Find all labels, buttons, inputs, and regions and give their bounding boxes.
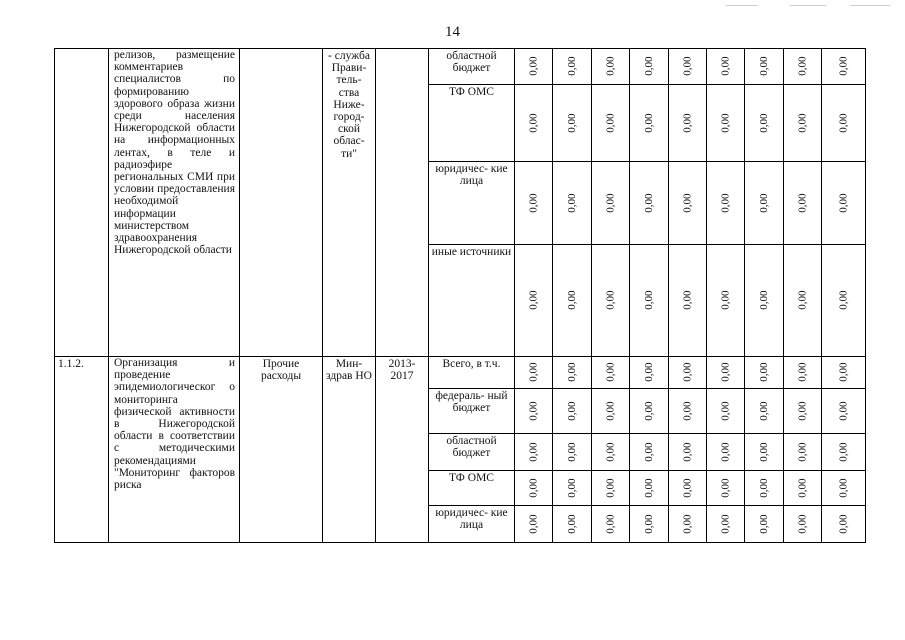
- value-cell: [515, 49, 553, 85]
- value-text: 0,00: [719, 514, 732, 534]
- value-text: 0,00: [681, 514, 694, 534]
- value-cell: [784, 389, 822, 434]
- value-cell: [553, 245, 592, 357]
- value-text: 0,00: [757, 56, 770, 77]
- value-text: 0,00: [796, 290, 809, 311]
- value-cell: [745, 506, 784, 543]
- value-text: 0,00: [796, 56, 809, 77]
- value-cell: [515, 434, 553, 471]
- value-cell: [822, 245, 866, 357]
- funding-source: Всего, в т.ч.: [429, 357, 515, 389]
- value-text: 0,00: [681, 478, 694, 498]
- value-text: 0,00: [565, 514, 578, 534]
- funding-source: ТФ ОМС: [429, 85, 515, 162]
- value-text: 0,00: [527, 442, 540, 462]
- value-text: 0,00: [565, 478, 578, 498]
- value-text: 0,00: [565, 401, 578, 421]
- value-cell: [592, 434, 630, 471]
- value-cell: [669, 471, 707, 506]
- value-text: 0,00: [719, 193, 732, 213]
- item-number: 1.1.2.: [55, 357, 109, 543]
- table-row: [55, 357, 866, 389]
- value-cell: [630, 389, 669, 434]
- value-text: 0,00: [796, 514, 809, 534]
- value-cell: [745, 49, 784, 85]
- value-text: 0,00: [757, 362, 770, 383]
- value-text: 0,00: [837, 362, 850, 383]
- value-text: 0,00: [837, 442, 850, 462]
- value-cell: [553, 49, 592, 85]
- table-row: [55, 49, 866, 85]
- value-cell: [592, 357, 630, 389]
- value-cell: [745, 434, 784, 471]
- value-cell: [669, 162, 707, 245]
- value-cell: [669, 357, 707, 389]
- value-cell: [822, 85, 866, 162]
- value-text: 0,00: [642, 478, 655, 498]
- value-cell: [592, 389, 630, 434]
- value-cell: [784, 162, 822, 245]
- value-text: 0,00: [796, 193, 809, 213]
- value-cell: [515, 471, 553, 506]
- value-cell: [784, 85, 822, 162]
- scan-artifact-line: [790, 5, 826, 6]
- value-cell: [784, 49, 822, 85]
- scan-artifact-line: [726, 5, 758, 6]
- value-text: 0,00: [719, 113, 732, 133]
- value-cell: [630, 85, 669, 162]
- value-cell: [745, 471, 784, 506]
- value-text: 0,00: [796, 401, 809, 421]
- value-text: 0,00: [642, 514, 655, 534]
- value-text: 0,00: [681, 113, 694, 133]
- value-cell: [784, 357, 822, 389]
- value-text: 0,00: [604, 193, 617, 213]
- value-cell: [822, 357, 866, 389]
- funding-source: областной бюджет: [429, 434, 515, 471]
- value-text: 0,00: [837, 478, 850, 498]
- value-cell: [592, 49, 630, 85]
- value-cell: [745, 357, 784, 389]
- value-text: 0,00: [527, 113, 540, 133]
- value-text: 0,00: [719, 401, 732, 421]
- value-text: 0,00: [757, 442, 770, 462]
- value-text: 0,00: [527, 56, 540, 77]
- value-cell: [784, 506, 822, 543]
- value-text: 0,00: [796, 442, 809, 462]
- value-cell: [553, 389, 592, 434]
- page-number: 14: [445, 24, 460, 40]
- item-description: Организация и проведение эпидемиологическог о мониторинга физической активности в Нижегородской области в соответствии с методическими рекомендациями "Мониторинг факторов риска: [109, 357, 240, 543]
- value-cell: [630, 49, 669, 85]
- value-text: 0,00: [837, 290, 850, 311]
- value-text: 0,00: [642, 401, 655, 421]
- value-text: 0,00: [796, 362, 809, 383]
- value-text: 0,00: [681, 362, 694, 383]
- value-text: 0,00: [757, 113, 770, 133]
- value-text: 0,00: [604, 514, 617, 534]
- value-text: 0,00: [527, 193, 540, 213]
- value-cell: [553, 471, 592, 506]
- value-text: 0,00: [604, 478, 617, 498]
- value-cell: [592, 245, 630, 357]
- value-cell: [707, 162, 745, 245]
- value-text: 0,00: [565, 290, 578, 311]
- scan-artifact-line: [850, 5, 890, 6]
- period: [376, 49, 429, 357]
- value-cell: [630, 245, 669, 357]
- value-text: 0,00: [796, 113, 809, 133]
- value-text: 0,00: [719, 56, 732, 77]
- value-cell: [553, 357, 592, 389]
- value-cell: [592, 85, 630, 162]
- value-text: 0,00: [642, 56, 655, 77]
- value-text: 0,00: [681, 442, 694, 462]
- value-cell: [669, 389, 707, 434]
- period: 2013- 2017: [376, 357, 429, 543]
- expense-type: [240, 49, 323, 357]
- value-cell: [822, 49, 866, 85]
- value-text: 0,00: [565, 193, 578, 213]
- value-text: 0,00: [681, 56, 694, 77]
- value-cell: [745, 162, 784, 245]
- value-cell: [707, 245, 745, 357]
- value-cell: [553, 162, 592, 245]
- value-text: 0,00: [604, 113, 617, 133]
- value-text: 0,00: [837, 514, 850, 534]
- value-cell: [630, 162, 669, 245]
- value-cell: [707, 434, 745, 471]
- value-text: 0,00: [604, 362, 617, 383]
- value-cell: [592, 471, 630, 506]
- value-cell: [515, 389, 553, 434]
- value-text: 0,00: [604, 442, 617, 462]
- value-cell: [630, 471, 669, 506]
- value-text: 0,00: [527, 401, 540, 421]
- value-cell: [515, 357, 553, 389]
- value-cell: [822, 471, 866, 506]
- value-text: 0,00: [527, 478, 540, 498]
- value-text: 0,00: [642, 290, 655, 311]
- value-cell: [553, 85, 592, 162]
- expense-type: Прочие расходы: [240, 357, 323, 543]
- value-text: 0,00: [604, 56, 617, 77]
- value-cell: [669, 49, 707, 85]
- executor: Мин- здрав НО: [323, 357, 376, 543]
- value-cell: [707, 357, 745, 389]
- value-text: 0,00: [719, 362, 732, 383]
- value-cell: [630, 506, 669, 543]
- value-cell: [822, 506, 866, 543]
- value-cell: [707, 85, 745, 162]
- value-text: 0,00: [604, 290, 617, 311]
- value-text: 0,00: [527, 362, 540, 383]
- value-text: 0,00: [565, 113, 578, 133]
- value-text: 0,00: [719, 442, 732, 462]
- value-text: 0,00: [837, 193, 850, 213]
- value-text: 0,00: [681, 290, 694, 311]
- value-cell: [553, 506, 592, 543]
- item-description: релизов, размещение комментариев специалистов по формированию здорового образа жизни среди населения Нижегородской области на информационных лентах, в теле и радиоэфире региональных СМИ при условии предоставления необходимой информации министерством здравоохранения Нижегородской области: [109, 49, 240, 357]
- value-text: 0,00: [719, 290, 732, 311]
- value-cell: [707, 389, 745, 434]
- funding-source: областной бюджет: [429, 49, 515, 85]
- value-cell: [669, 85, 707, 162]
- program-table: [54, 48, 866, 543]
- value-text: 0,00: [757, 193, 770, 213]
- value-text: 0,00: [527, 290, 540, 311]
- value-text: 0,00: [565, 442, 578, 462]
- value-cell: [822, 389, 866, 434]
- executor: - служба Прави- тель- ства Ниже- город- ской облас- ти": [323, 49, 376, 357]
- value-cell: [745, 389, 784, 434]
- value-cell: [669, 434, 707, 471]
- value-text: 0,00: [527, 514, 540, 534]
- value-cell: [515, 506, 553, 543]
- value-text: 0,00: [565, 362, 578, 383]
- value-cell: [630, 357, 669, 389]
- value-text: 0,00: [837, 401, 850, 421]
- value-cell: [784, 471, 822, 506]
- value-cell: [745, 85, 784, 162]
- funding-source: федераль- ный бюджет: [429, 389, 515, 434]
- value-cell: [553, 434, 592, 471]
- value-text: 0,00: [719, 478, 732, 498]
- value-text: 0,00: [837, 56, 850, 77]
- value-text: 0,00: [757, 478, 770, 498]
- value-cell: [592, 162, 630, 245]
- value-cell: [707, 49, 745, 85]
- value-text: 0,00: [642, 113, 655, 133]
- value-cell: [784, 245, 822, 357]
- value-text: 0,00: [757, 514, 770, 534]
- value-cell: [669, 245, 707, 357]
- value-cell: [515, 162, 553, 245]
- value-text: 0,00: [796, 478, 809, 498]
- value-text: 0,00: [681, 401, 694, 421]
- value-cell: [515, 245, 553, 357]
- value-cell: [515, 85, 553, 162]
- funding-source: юридичес- кие лица: [429, 162, 515, 245]
- value-cell: [784, 434, 822, 471]
- value-cell: [630, 434, 669, 471]
- value-cell: [822, 162, 866, 245]
- value-cell: [745, 245, 784, 357]
- value-text: 0,00: [837, 113, 850, 133]
- value-cell: [822, 434, 866, 471]
- value-cell: [707, 506, 745, 543]
- value-text: 0,00: [757, 401, 770, 421]
- funding-source: иные источники: [429, 245, 515, 357]
- value-text: 0,00: [565, 56, 578, 77]
- value-text: 0,00: [642, 193, 655, 213]
- value-cell: [592, 506, 630, 543]
- value-cell: [707, 471, 745, 506]
- funding-source: юридичес- кие лица: [429, 506, 515, 543]
- item-number: [55, 49, 109, 357]
- value-text: 0,00: [681, 193, 694, 213]
- funding-source: ТФ ОМС: [429, 471, 515, 506]
- value-text: 0,00: [642, 442, 655, 462]
- value-text: 0,00: [757, 290, 770, 311]
- value-cell: [669, 506, 707, 543]
- value-text: 0,00: [642, 362, 655, 383]
- value-text: 0,00: [604, 401, 617, 421]
